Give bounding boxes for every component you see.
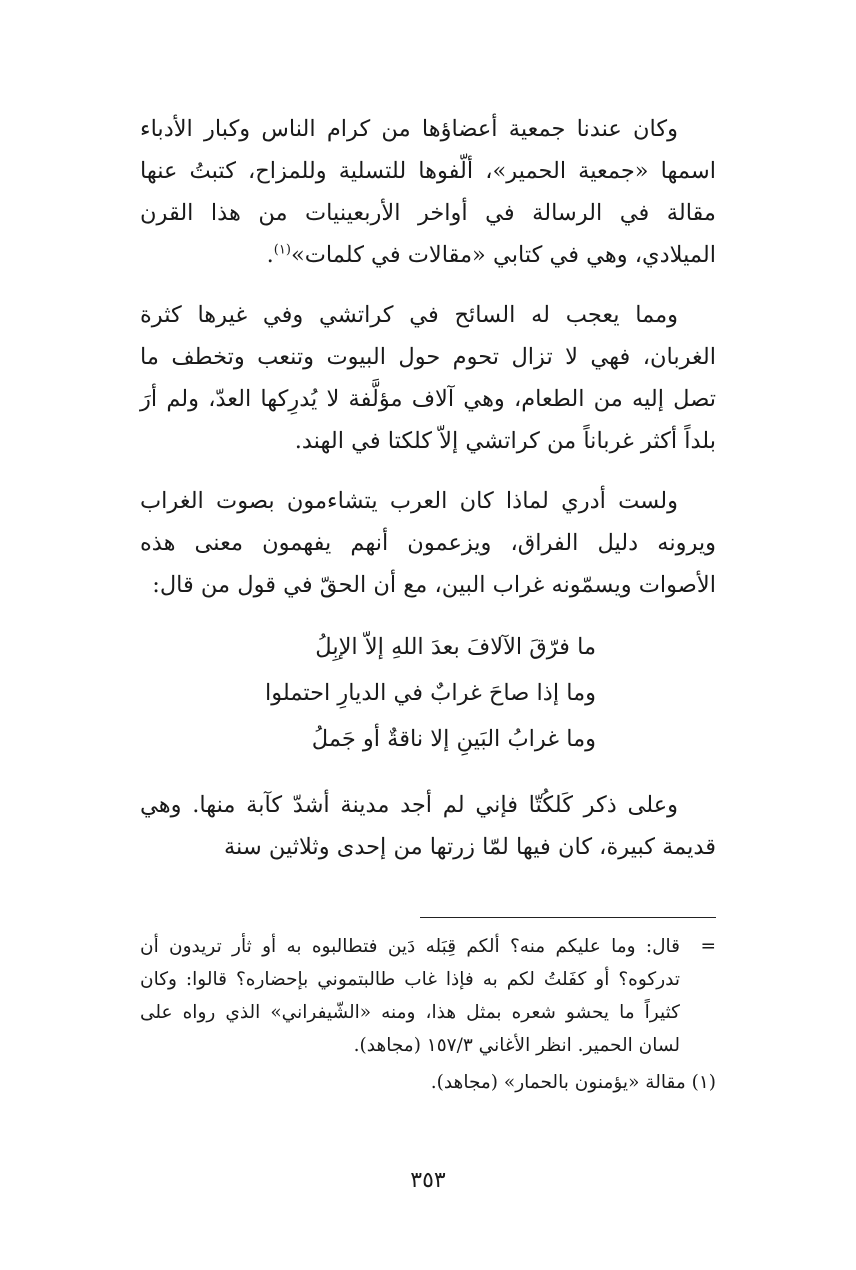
footnote-continuation-text: قال: وما عليكم منه؟ ألكم قِبَله دَين فتطالبوه به أو ثأر تريدون أن تدركوه؟ أو كفَلتُ لكم به فإذا غاب طالبتموني بإحضاره؟ قالوا: وكان كثيراً ما يحشو شعره بمثل هذا، ومنه «الشّيفراني» الذي رواه على لسان الحمير. انظر الأغاني ١٥٧/٣ (مجاهد). [140,936,680,1056]
paragraph-1-text: وكان عندنا جمعية أعضاؤها من كرام الناس وكبار الأدباء اسمها «جمعية الحمير»، ألّفوها للتسلية وللمزاح، كتبتُ عنها مقالة في الرسالة في أواخر الأربعينيات من هذا القرن الميلادي، وهي في كتابي «مقالات في كلمات» [140,116,716,268]
paragraph-3: ولست أدري لماذا كان العرب يتشاءمون بصوت الغراب ويرونه دليل الفراق، ويزعمون أنهم يفهمون معنى هذه الأصوات ويسمّونه غراب البين، مع أن الحقّ في قول من قال: [140,488,716,598]
footnotes [140,930,716,1103]
footnote-1: (١) مقالة «يؤمنون بالحمار» (مجاهد). [430,1072,716,1093]
page-number: ٣٥٣ [410,1168,446,1193]
footnote-continuation [140,930,716,1062]
poem-verses [140,624,716,762]
paragraph-2: ومما يعجب له السائح في كراتشي وفي غيرها كثرة الغربان، فهي لا تزال تحوم حول البيوت وتنعب وتخطف ما تصل إليه من الطعام، وهي آلاف مؤلَّفة لا يُدرِكها العدّ، ولم أرَ بلداً أكثر غرباناً من كراتشي إلاّ كلكتا في الهند. [140,302,716,454]
paragraph-1-tail: . [266,242,274,268]
footnote-ref-1: (١) [273,242,291,258]
paragraph-1 [140,108,716,276]
verse-1: ما فرّقَ الآلافَ بعدَ اللهِ إلاّ الإبِلُ [315,634,596,660]
main-text [140,108,716,886]
paragraph-4: وعلى ذكر كَلكُتّا فإني لم أجد مدينة أشدّ كآبة منها. وهي قديمة كبيرة، كان فيها لمّا زرتها من إحدى وثلاثين سنة [140,792,716,860]
continuation-marker: = [700,936,716,957]
footnote-separator [420,917,716,918]
verse-2: وما إذا صاحَ غرابٌ في الديارِ احتملوا [265,680,596,706]
verse-3: وما غرابُ البَينِ إلا ناقةٌ أو جَملُ [311,726,596,752]
